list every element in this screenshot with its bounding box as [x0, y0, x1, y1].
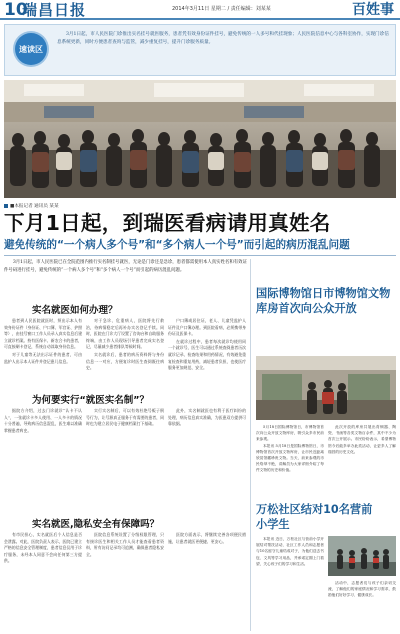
- teaser-text: 3月1日起，市人民医院门诊推出实名挂号就医服务，患者凭有效身份证件挂号，避免传统的一人多号和代挂现象；人民医院信息中心与各科室协作，实现门诊信息系统更新，同时方便患者查询与监管，减少重复挂号，提升门诊服务质量。: [57, 32, 389, 45]
- sidebar-headline-museum: 国际博物馆日市博物馆文物库房首次向公众开放: [256, 287, 391, 315]
- museum-photo: [256, 356, 396, 420]
- section-title-why: 为何要实行“就医实名制”？: [32, 395, 149, 406]
- article-column: [4, 532, 82, 630]
- masthead: [0, 0, 400, 20]
- paragraph: 据院方介绍，过去门诊就诊“认卡不认人”，一张就诊卡多人使用、一人多卡的情况十分普遍，导致病历信息混乱，医生难以准确掌握患者病史。: [4, 408, 82, 433]
- sidebar-column: [328, 580, 396, 630]
- section-title-how: 实名就医如何办理？: [32, 305, 118, 316]
- page-number: 10: [4, 0, 28, 20]
- section-title-privacy: 实名就医,隐私安全有保障吗？: [32, 519, 160, 530]
- sidebar-headline-community: 万松社区结对10名营前小学生: [256, 503, 373, 531]
- lead-paragraph: 3月1日起，市人民医院已在全院范围内推行实名制挂号就医，无论是门诊还是急诊，患者都需使用本人真实姓名和有效证件号码进行挂号，避免传统的“一个病人多个号”和“多个病人一个号”而引起的病历混乱问题。: [4, 260, 247, 273]
- teaser-box: [4, 24, 396, 76]
- byline-text: ■本报记者 通讯员 某某: [10, 204, 59, 209]
- divider: [4, 255, 396, 256]
- paragraph: 医院信息系统设置了分级权限管理，只有接诊医生和相关工作人员才能查看患者资料，所有访问记录均可追溯，确保患者隐私安全。: [86, 532, 164, 557]
- quick-read-badge: 速读区: [15, 33, 47, 65]
- paragraph: 对于急诊、危重病人，医院将先行救治，待病情稳定后再补办实名登记手续。同时，医院在门诊大厅设置了咨询台和自助服务终端，由工作人员现场引导患者完成实名登记，尽量减少患者排队等候时间。: [86, 318, 164, 350]
- paragraph: 本报讯 近日，万松社区与营前小学开展结对帮扶活动，社区工作人员和志愿者与10名留守儿童结成对子，为他们送去书包、文具等学习用品，并承诺定期上门看望，关心孩子们的学习和生活。: [256, 537, 324, 566]
- paragraph: 实行实名制后，可以有效杜绝号贩子倒号行为，让号源真正服务于有需要的患者，同时也为建立居民电子健康档案打下基础。: [86, 408, 164, 427]
- byline-marker-icon: [4, 204, 8, 208]
- article-column: [168, 532, 246, 630]
- byline: [4, 203, 59, 209]
- section-name: 百姓事: [352, 2, 394, 18]
- article-column: [4, 318, 82, 384]
- paragraph: 医院方面表示，将继续完善各项便民措施，让患者就医更便捷、更安心。: [168, 532, 246, 544]
- paragraph: 有市民担心，实名就医后个人信息是否会泄露。对此，医院负责人表示，医院已建立严格的信息安全管理制度，患者信息仅用于诊疗服务，未经本人同意不会向任何第三方提供。: [4, 532, 82, 564]
- paragraph: 实名就诊后，患者的病历资料将与身份信息一一对应，方便复诊时医生查阅既往病史。: [86, 351, 164, 371]
- paragraph: 本报讯 5月18日是国际博物馆日，市博物馆首次开放文物库房，让市民近距离欣赏馆藏珍贵文物。当天，前来参观的市民络绎不绝，讲解员为大家详细介绍了每件文物的历史和价值。: [256, 443, 324, 473]
- sidebar-column: [256, 424, 324, 500]
- paragraph: 在就诊过程中，患者每次就诊均使用同一个就诊号，医生可以通过系统查阅患者历次就诊记录、检查结果和用药情况，有效避免重复检查和重复用药，减轻患者负担，也使医疗服务更加规范、安全。: [168, 338, 246, 371]
- headline: 下月1日起，到瑞医看病请用真姓名: [4, 211, 331, 235]
- sidebar-column: [256, 536, 324, 630]
- subheadline: 避免传统的“一个病人多个号”和“多个病人一个号”而引起的病历混乱问题: [4, 239, 350, 251]
- sidebar-column: [328, 424, 396, 500]
- issue-info: 2014年3月11日 星期二 / 责任编辑：刘某某: [172, 6, 271, 12]
- paper-name: 瑞昌日报: [22, 1, 87, 19]
- article-column: [86, 532, 164, 630]
- column-divider: [250, 259, 251, 631]
- paragraph: 此外，实名制就医也有利于医疗纠纷的处理，病历信息真实准确，为医患双方提供可靠依据。: [168, 408, 246, 427]
- article-column: [168, 318, 246, 384]
- hospital-lobby-photo: [4, 80, 396, 198]
- article-column: [86, 318, 164, 384]
- paragraph: 对于儿童等无法出示证件的患者，可由监护人出示本人证件并登记患儿信息。: [4, 351, 82, 364]
- article-column: [168, 408, 246, 512]
- article-column: [4, 408, 82, 512]
- paragraph: 户口簿或居住证，老人、儿童凭监护人证件及户口簿办理。到医院看病，必须携带身份证及医保卡。: [168, 318, 246, 337]
- paragraph: 此次开放的库房共展出青铜器、陶瓷、书画等各类文物百余件，其中不少为首次公开展示。市民纷纷表示，希望博物馆今后能多举办此类活动，让更多人了解瑞昌的历史文化。: [328, 425, 396, 454]
- photo-caption: 5月18日国际博物馆日，市博物馆首次向公众开放文物库房，吸引众多市民前来参观。: [256, 425, 324, 442]
- students-photo: [328, 536, 396, 576]
- article-column: [86, 408, 164, 512]
- paragraph: 活动中，志愿者们与孩子们亲切交流，了解他们的家庭情况和学习需求，鼓励他们好好学习、健康成长。: [328, 581, 396, 598]
- paragraph: 患者到人民医院就医时，须出示本人有效身份证件（身份证、户口簿、军官证、护照等），由挂号窗口工作人员录入真实信息后建立就诊档案。持有医保卡、新农合卡的患者，可直接刷卡登记，系统自动读取身份信息。: [4, 318, 82, 350]
